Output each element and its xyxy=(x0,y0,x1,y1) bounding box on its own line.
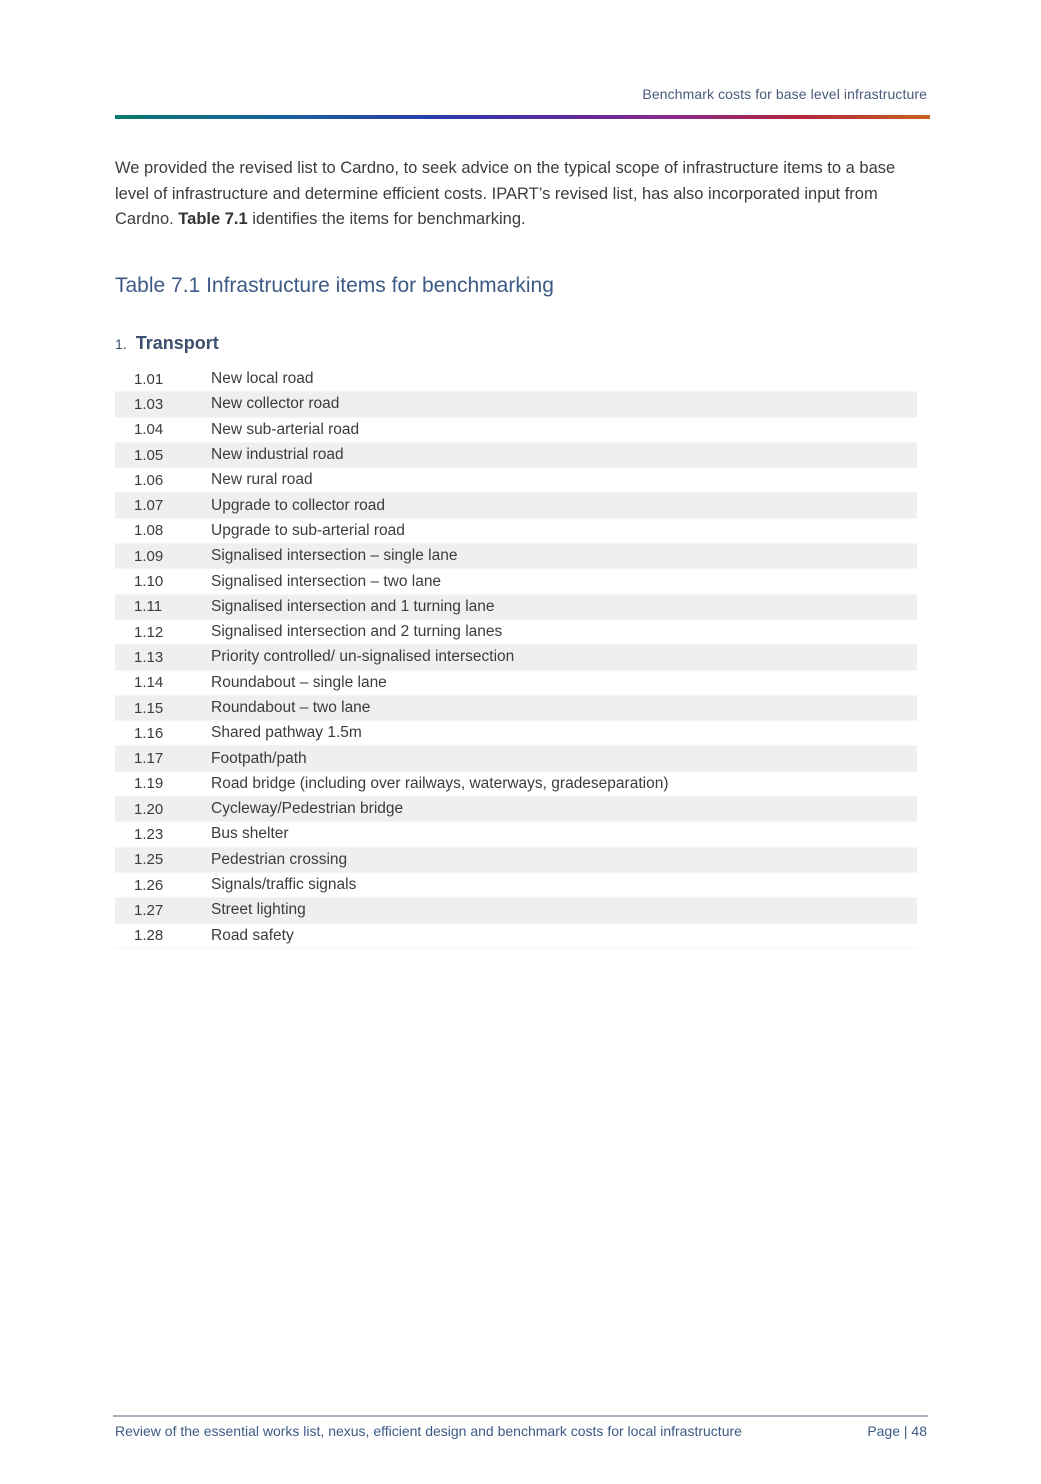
item-code: 1.13 xyxy=(134,648,164,666)
item-code: 1.07 xyxy=(134,497,164,515)
item-code: 1.20 xyxy=(134,800,164,818)
items-table xyxy=(115,367,917,949)
table-row xyxy=(115,519,917,544)
section-label: Transport xyxy=(135,333,219,353)
item-code: 1.12 xyxy=(134,623,164,641)
page-header-title: Benchmark costs for base level infrastructure xyxy=(642,86,927,102)
item-label: Cycleway/Pedestrian bridge xyxy=(211,800,404,818)
item-code: 1.15 xyxy=(134,699,164,717)
item-label: Footpath/path xyxy=(211,749,307,767)
footer-rule xyxy=(113,1415,928,1417)
item-label: New collector road xyxy=(211,395,340,413)
table-title: Table 7.1 Infrastructure items for benchmarking xyxy=(115,274,554,297)
table-row xyxy=(115,493,917,518)
table-row xyxy=(115,392,917,417)
item-label: Signalised intersection – single lane xyxy=(211,547,458,565)
item-label: Street lighting xyxy=(211,901,306,919)
item-code: 1.16 xyxy=(134,724,164,742)
item-label: New sub-arterial road xyxy=(211,420,360,438)
intro-text-part2: identifies the items for benchmarking. xyxy=(247,210,526,228)
item-label: Signalised intersection and 1 turning lane xyxy=(211,597,495,615)
table-row xyxy=(115,443,917,468)
item-label: Road safety xyxy=(211,926,294,944)
table-row xyxy=(115,620,917,645)
item-code: 1.26 xyxy=(134,876,164,894)
item-code: 1.17 xyxy=(134,750,164,768)
table-row xyxy=(115,772,917,797)
item-label: Signals/traffic signals xyxy=(211,876,357,894)
item-label: New rural road xyxy=(211,471,313,489)
intro-paragraph xyxy=(115,156,930,233)
item-code: 1.28 xyxy=(134,927,164,945)
table-row xyxy=(115,797,917,822)
table-row xyxy=(115,418,917,443)
intro-text-part1: We provided the revised list to Cardno, to seek advice on the typical scope of infrastructure items to a base level of infrastructure and determine efficient costs. IPART’s revised list, has also incorporated input from Cardno. xyxy=(115,159,896,228)
footer-document-title: Review of the essential works list, nexus, efficient design and benchmark costs for local infrastructure xyxy=(115,1423,742,1439)
item-label: Road bridge (including over railways, waterways, gradeseparation) xyxy=(211,774,669,792)
table-row xyxy=(115,696,917,721)
table-row xyxy=(115,898,917,923)
item-code: 1.08 xyxy=(134,522,164,540)
section-heading xyxy=(115,333,219,354)
table-row xyxy=(115,595,917,620)
intro-table-reference: Table 7.1 xyxy=(178,210,248,228)
item-code: 1.10 xyxy=(134,573,164,591)
table-row xyxy=(115,746,917,771)
table-row xyxy=(115,822,917,847)
table-row xyxy=(115,924,917,949)
item-code: 1.09 xyxy=(134,547,164,565)
item-code: 1.05 xyxy=(134,446,164,464)
item-label: Shared pathway 1.5m xyxy=(211,724,362,742)
table-row xyxy=(115,468,917,493)
item-label: Roundabout – single lane xyxy=(211,673,387,691)
item-label: Pedestrian crossing xyxy=(211,850,348,868)
table-row xyxy=(115,671,917,696)
item-label: Bus shelter xyxy=(211,825,289,843)
item-label: Priority controlled/ un-signalised intersection xyxy=(211,648,515,666)
item-code: 1.23 xyxy=(134,825,164,843)
table-row xyxy=(115,873,917,898)
footer-page-number: Page | 48 xyxy=(867,1423,927,1439)
item-code: 1.25 xyxy=(134,851,164,869)
item-code: 1.01 xyxy=(134,370,164,388)
item-code: 1.19 xyxy=(134,775,164,793)
item-label: New local road xyxy=(211,370,314,388)
item-code: 1.03 xyxy=(134,395,164,413)
table-row xyxy=(115,569,917,594)
item-label: Signalised intersection and 2 turning lanes xyxy=(211,623,503,641)
item-label: Upgrade to collector road xyxy=(211,496,386,514)
table-row xyxy=(115,645,917,670)
item-code: 1.06 xyxy=(134,471,164,489)
table-row xyxy=(115,367,917,392)
item-label: Signalised intersection – two lane xyxy=(211,572,442,590)
table-row xyxy=(115,721,917,746)
item-label: Upgrade to sub-arterial road xyxy=(211,521,405,539)
section-number: 1. xyxy=(115,336,127,352)
header-gradient-rule xyxy=(115,115,930,119)
table-row xyxy=(115,544,917,569)
item-code: 1.14 xyxy=(134,674,164,692)
item-code: 1.11 xyxy=(134,598,163,616)
table-row xyxy=(115,848,917,873)
item-code: 1.27 xyxy=(134,901,164,919)
item-code: 1.04 xyxy=(134,421,164,439)
item-label: Roundabout – two lane xyxy=(211,699,371,716)
item-label: New industrial road xyxy=(211,446,344,464)
